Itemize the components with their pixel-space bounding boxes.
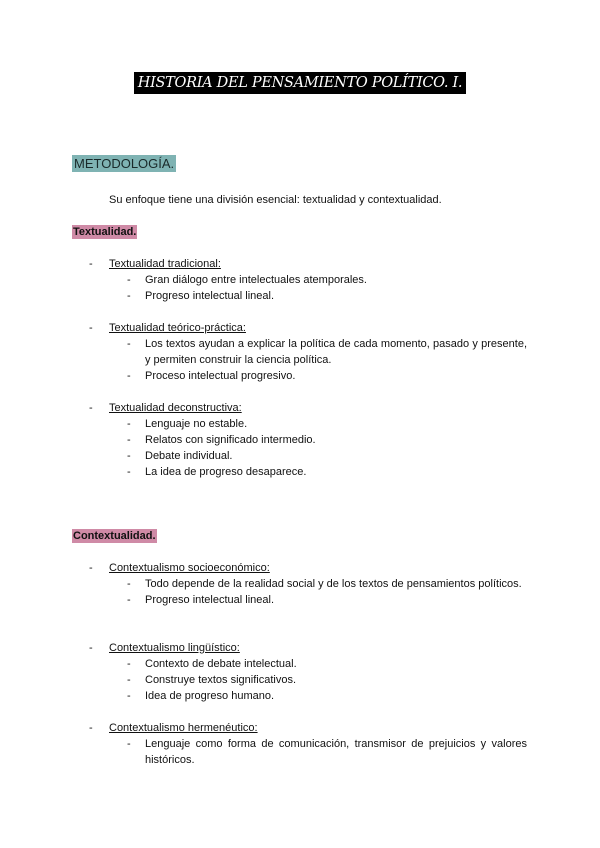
sub-list-item: - Lenguaje no estable.: [127, 418, 248, 430]
sub-list-item: - Lenguaje como forma de comunicación, transmisor de prejuicios y valores históricos.: [127, 738, 527, 766]
document-title: HISTORIA DEL PENSAMIENTO POLÍTICO. I.: [134, 72, 466, 94]
sub-list-item: - Idea de progreso humano.: [127, 690, 275, 702]
title-wrap: [0, 72, 600, 94]
bullet-dash: -: [89, 322, 93, 334]
sub-list-item: - Progreso intelectual lineal.: [127, 290, 275, 302]
sub-list-item: - Contexto de debate intelectual.: [127, 658, 297, 670]
sub-list-item: - Gran diálogo entre intelectuales atemporales.: [127, 274, 367, 286]
section-heading-textualidad: Textualidad.: [73, 226, 137, 238]
sub-list-item: - Relatos con significado intermedio.: [127, 434, 316, 446]
sub-list-item: - La idea de progreso desaparece.: [127, 466, 307, 478]
item-title: Contextualismo hermenéutico:: [109, 722, 258, 734]
section-heading-contextualidad: Contextualidad.: [73, 530, 156, 542]
sub-list-item: - Proceso intelectual progresivo.: [127, 370, 296, 382]
bullet-dash: -: [89, 722, 93, 734]
sub-list-item: - Progreso intelectual lineal.: [127, 594, 275, 606]
intro-text: Su enfoque tiene una división esencial: textualidad y contextualidad.: [109, 194, 442, 206]
item-title: Contextualismo lingüístico:: [109, 642, 240, 654]
sub-list-item: - Construye textos significativos.: [127, 674, 297, 686]
bullet-dash: -: [89, 402, 93, 414]
methodology-heading: METODOLOGÍA.: [74, 156, 175, 171]
sub-list: [127, 272, 527, 304]
sub-list-item: - Todo depende de la realidad social y de los textos de pensamientos políticos.: [127, 578, 522, 590]
bullet-dash: -: [89, 642, 93, 654]
sub-list: [127, 656, 527, 704]
item-title: Textualidad tradicional:: [109, 258, 221, 270]
sub-list-item: - Debate individual.: [127, 450, 233, 462]
sub-list: [127, 416, 527, 480]
sub-list-item: - Los textos ayudan a explicar la política de cada momento, pasado y presente, y permiten construir la ciencia política.: [127, 338, 527, 366]
sub-list: [127, 336, 527, 384]
sub-list: [127, 736, 527, 768]
item-title: Textualidad deconstructiva:: [109, 402, 242, 414]
bullet-dash: -: [89, 258, 93, 270]
item-title: Textualidad teórico-práctica:: [109, 322, 246, 334]
bullet-dash: -: [89, 562, 93, 574]
item-title: Contextualismo socioeconómico:: [109, 562, 270, 574]
sub-list: [127, 576, 527, 608]
